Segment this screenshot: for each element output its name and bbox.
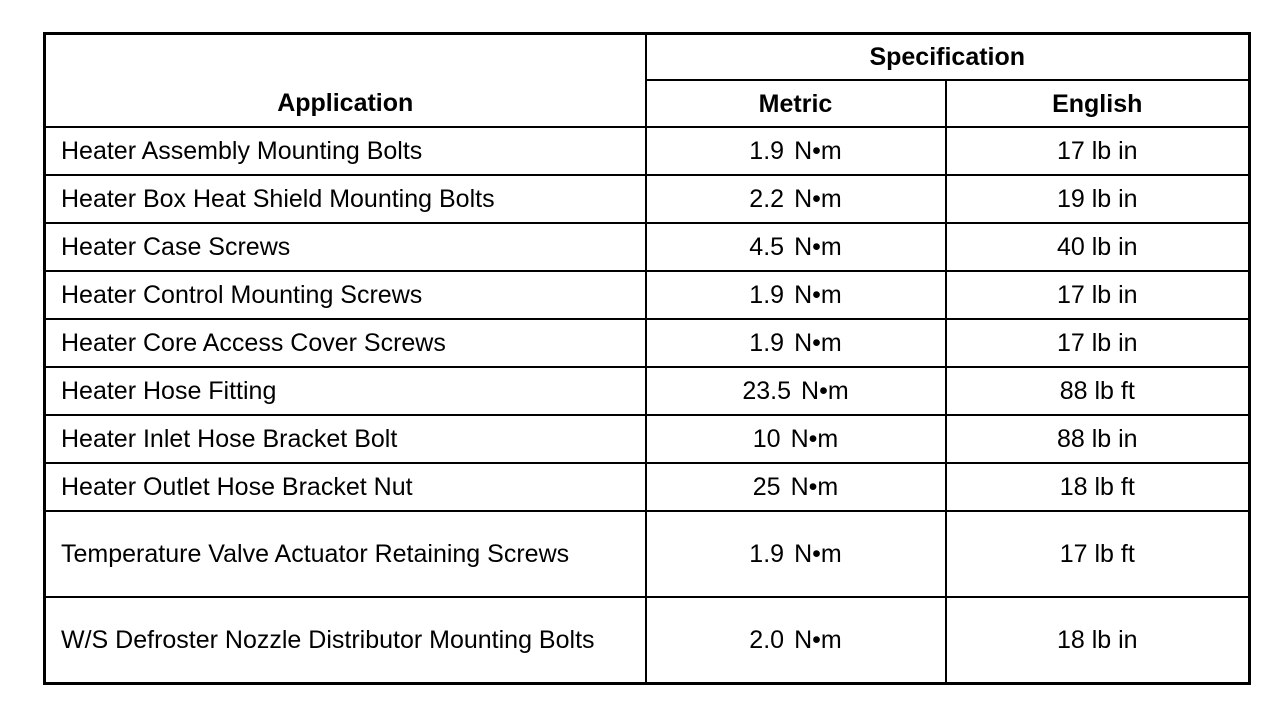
application-cell: Temperature Valve Actuator Retaining Screws (45, 511, 646, 597)
metric-unit: N•m (801, 377, 849, 405)
metric-cell (646, 415, 946, 463)
torque-spec-table (43, 32, 1251, 685)
english-cell: 17 lb in (946, 127, 1250, 175)
metric-cell (646, 319, 946, 367)
application-cell: Heater Core Access Cover Screws (45, 319, 646, 367)
english-cell: 40 lb in (946, 223, 1250, 271)
table-row (45, 175, 1250, 223)
metric-unit: N•m (794, 137, 842, 165)
table-row (45, 597, 1250, 684)
metric-cell (646, 271, 946, 319)
table-row (45, 223, 1250, 271)
metric-value: 10 (752, 425, 781, 453)
table-row (45, 463, 1250, 511)
english-cell: 17 lb ft (946, 511, 1250, 597)
metric-cell (646, 175, 946, 223)
table-row (45, 127, 1250, 175)
metric-unit: N•m (794, 540, 842, 568)
metric-cell (646, 367, 946, 415)
table-row (45, 271, 1250, 319)
header-specification: Specification (646, 34, 1250, 81)
metric-unit: N•m (794, 233, 842, 261)
application-cell: Heater Box Heat Shield Mounting Bolts (45, 175, 646, 223)
header-application: Application (45, 34, 646, 128)
metric-value: 1.9 (749, 137, 785, 165)
application-cell: Heater Inlet Hose Bracket Bolt (45, 415, 646, 463)
metric-unit: N•m (790, 473, 839, 501)
table-row (45, 511, 1250, 597)
english-cell: 88 lb ft (946, 367, 1250, 415)
metric-value: 1.9 (749, 281, 785, 309)
metric-value: 2.2 (749, 185, 785, 213)
metric-unit: N•m (794, 626, 842, 654)
metric-value: 4.5 (749, 233, 785, 261)
application-cell: Heater Hose Fitting (45, 367, 646, 415)
metric-unit: N•m (794, 185, 842, 213)
header-english: English (946, 80, 1250, 127)
metric-cell (646, 463, 946, 511)
english-cell: 18 lb ft (946, 463, 1250, 511)
metric-cell (646, 511, 946, 597)
english-cell: 19 lb in (946, 175, 1250, 223)
table-row (45, 367, 1250, 415)
table-row (45, 415, 1250, 463)
english-cell: 17 lb in (946, 271, 1250, 319)
application-cell: Heater Control Mounting Screws (45, 271, 646, 319)
metric-unit: N•m (790, 425, 839, 453)
table-row (45, 319, 1250, 367)
english-cell: 18 lb in (946, 597, 1250, 684)
metric-value: 25 (752, 473, 781, 501)
application-cell: W/S Defroster Nozzle Distributor Mounting Bolts (45, 597, 646, 684)
metric-value: 1.9 (749, 540, 785, 568)
metric-cell (646, 223, 946, 271)
application-cell: Heater Outlet Hose Bracket Nut (45, 463, 646, 511)
metric-unit: N•m (794, 281, 842, 309)
metric-value: 2.0 (749, 626, 785, 654)
header-metric: Metric (646, 80, 946, 127)
metric-value: 1.9 (749, 329, 785, 357)
metric-cell (646, 127, 946, 175)
application-cell: Heater Case Screws (45, 223, 646, 271)
metric-value: 23.5 (742, 377, 792, 405)
application-cell: Heater Assembly Mounting Bolts (45, 127, 646, 175)
metric-cell (646, 597, 946, 684)
metric-unit: N•m (794, 329, 842, 357)
english-cell: 17 lb in (946, 319, 1250, 367)
english-cell: 88 lb in (946, 415, 1250, 463)
